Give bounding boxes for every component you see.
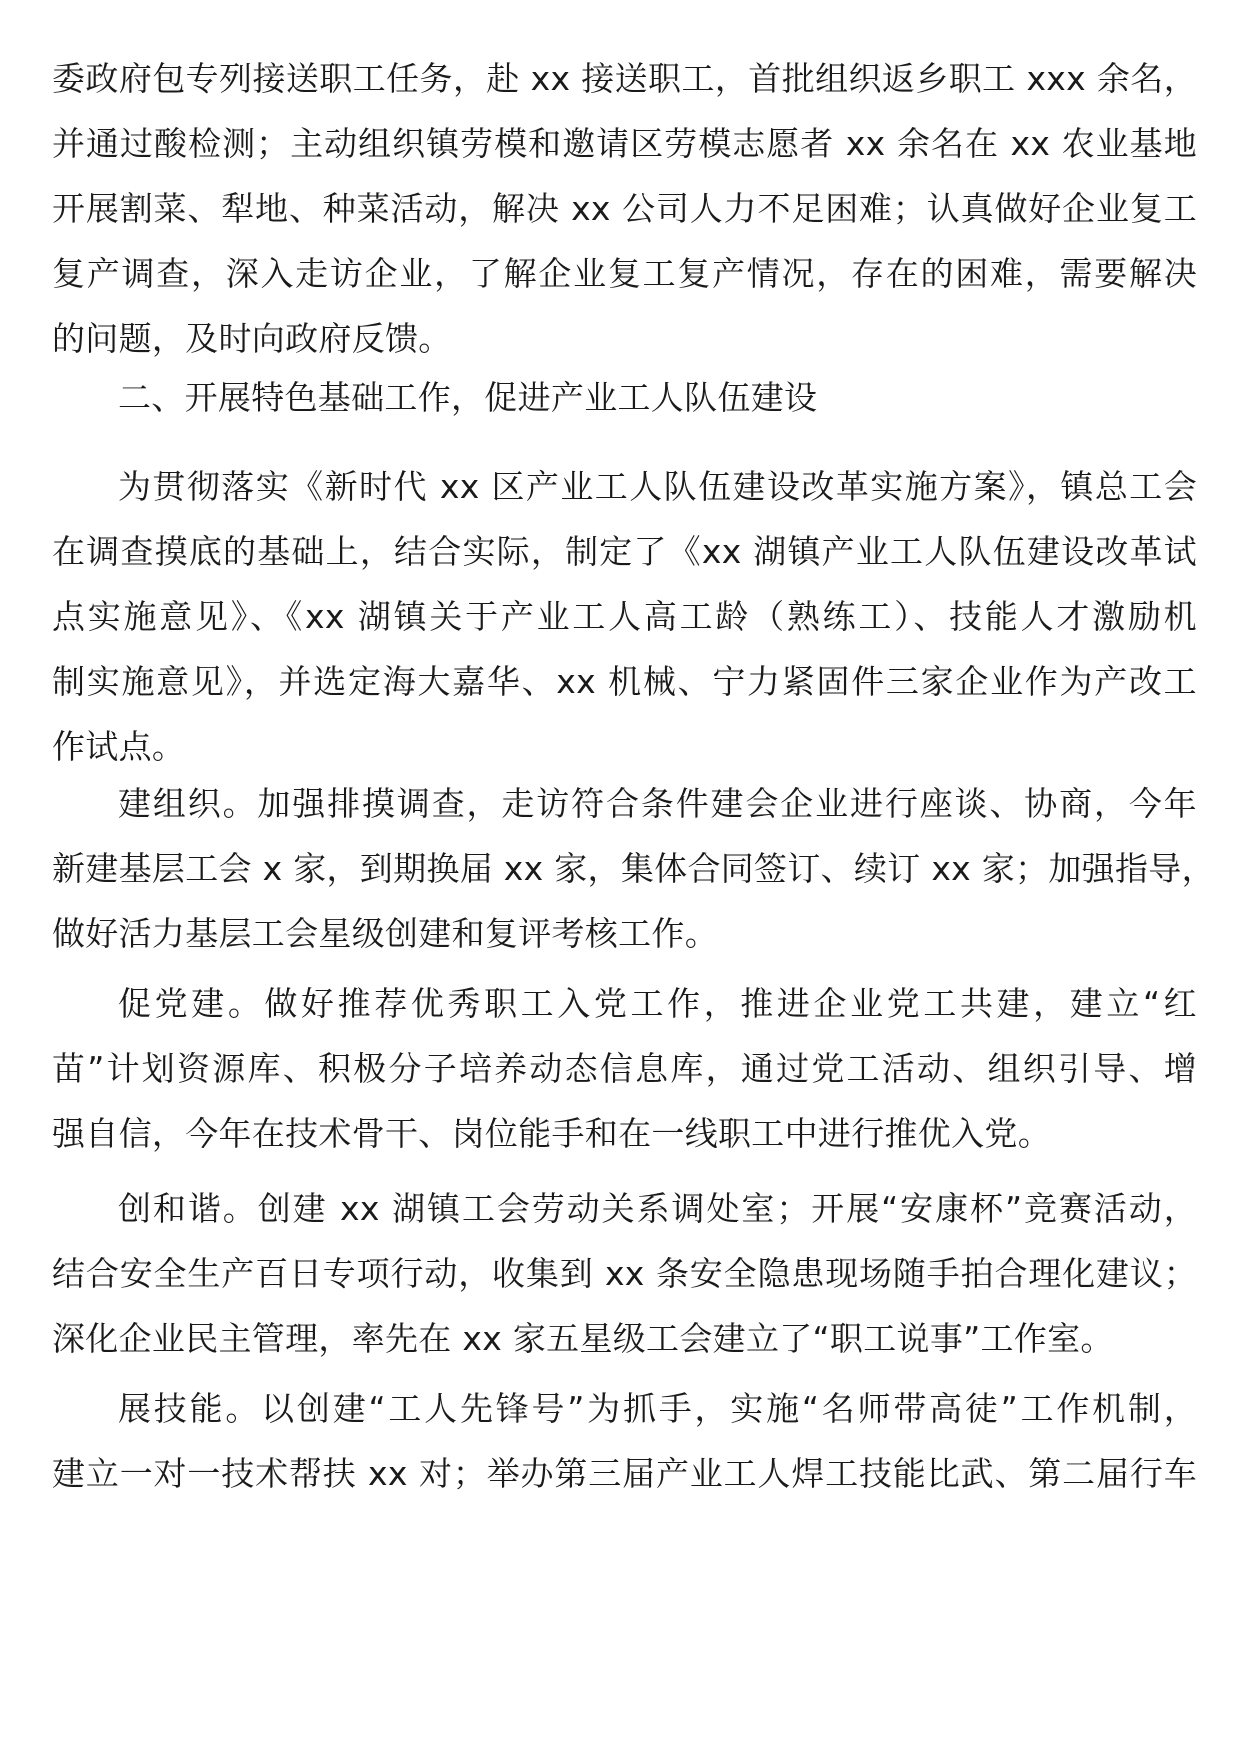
paragraph-party-building: [52, 971, 1197, 1166]
text-line: 的问题，及时向政府反馈。: [52, 319, 452, 358]
text-line: 建组织。加强排摸调查，走访符合条件建会企业进行座谈、协商，今年: [118, 784, 1197, 823]
text-line: 展技能。以创建“工人先锋号”为抓手，实施“名师带高徒”工作机制，: [118, 1389, 1197, 1428]
text-line: 强自信，今年在技术骨干、岗位能手和在一线职工中进行推优入党。: [52, 1114, 1051, 1153]
paragraph-implementation-plan: [52, 454, 1197, 779]
text-line: 促党建。做好推荐优秀职工入党工作，推进企业党工共建，建立“红: [118, 984, 1197, 1023]
text-line: 结合安全生产百日专项行动，收集到 xx 条安全隐患现场随手拍合理化建议；: [52, 1254, 1197, 1293]
text-line: 苗”计划资源库、积极分子培养动态信息库，通过党工活动、组织引导、增: [52, 1049, 1197, 1088]
paragraph-relief-work-continued: [52, 46, 1197, 371]
text-line: 作试点。: [52, 727, 186, 766]
text-line: 创和谐。创建 xx 湖镇工会劳动关系调处室；开展“安康杯”竞赛活动，: [118, 1189, 1197, 1228]
text-line: 开展割菜、犁地、种菜活动，解决 xx 公司人力不足困难；认真做好企业复工: [52, 189, 1197, 228]
text-line: 深化企业民主管理，率先在 xx 家五星级工会建立了“职工说事”工作室。: [52, 1319, 1114, 1358]
text-line: 制实施意见》，并选定海大嘉华、xx 机械、宁力紧固件三家企业作为产改工: [52, 662, 1197, 701]
text-line: 新建基层工会 x 家，到期换届 xx 家，集体合同签订、续订 xx 家；加强指导，: [52, 849, 1215, 888]
text-line: 为贯彻落实《新时代 xx 区产业工人队伍建设改革实施方案》，镇总工会: [118, 467, 1197, 506]
section-heading: [52, 365, 1197, 430]
text-line: 做好活力基层工会星级创建和复评考核工作。: [52, 914, 718, 953]
text-line: 复产调查，深入走访企业，了解企业复工复产情况，存在的困难，需要解决: [52, 254, 1197, 293]
section-heading-text: 二、开展特色基础工作，促进产业工人队伍建设: [118, 378, 818, 417]
paragraph-skills: [52, 1376, 1197, 1506]
paragraph-build-organization: [52, 771, 1215, 966]
text-line: 点实施意见》、《xx 湖镇关于产业工人高工龄（熟练工）、技能人才激励机: [52, 597, 1197, 636]
text-line: 在调查摸底的基础上，结合实际，制定了《xx 湖镇产业工人队伍建设改革试: [52, 532, 1197, 571]
text-line: 建立一对一技术帮扶 xx 对；举办第三届产业工人焊工技能比武、第二届行车: [52, 1454, 1197, 1493]
paragraph-harmony: [52, 1176, 1197, 1371]
text-line: 委政府包专列接送职工任务，赴 xx 接送职工，首批组织返乡职工 xxx 余名，: [52, 59, 1197, 98]
text-line: 并通过酸检测；主动组织镇劳模和邀请区劳模志愿者 xx 余名在 xx 农业基地: [52, 124, 1197, 163]
